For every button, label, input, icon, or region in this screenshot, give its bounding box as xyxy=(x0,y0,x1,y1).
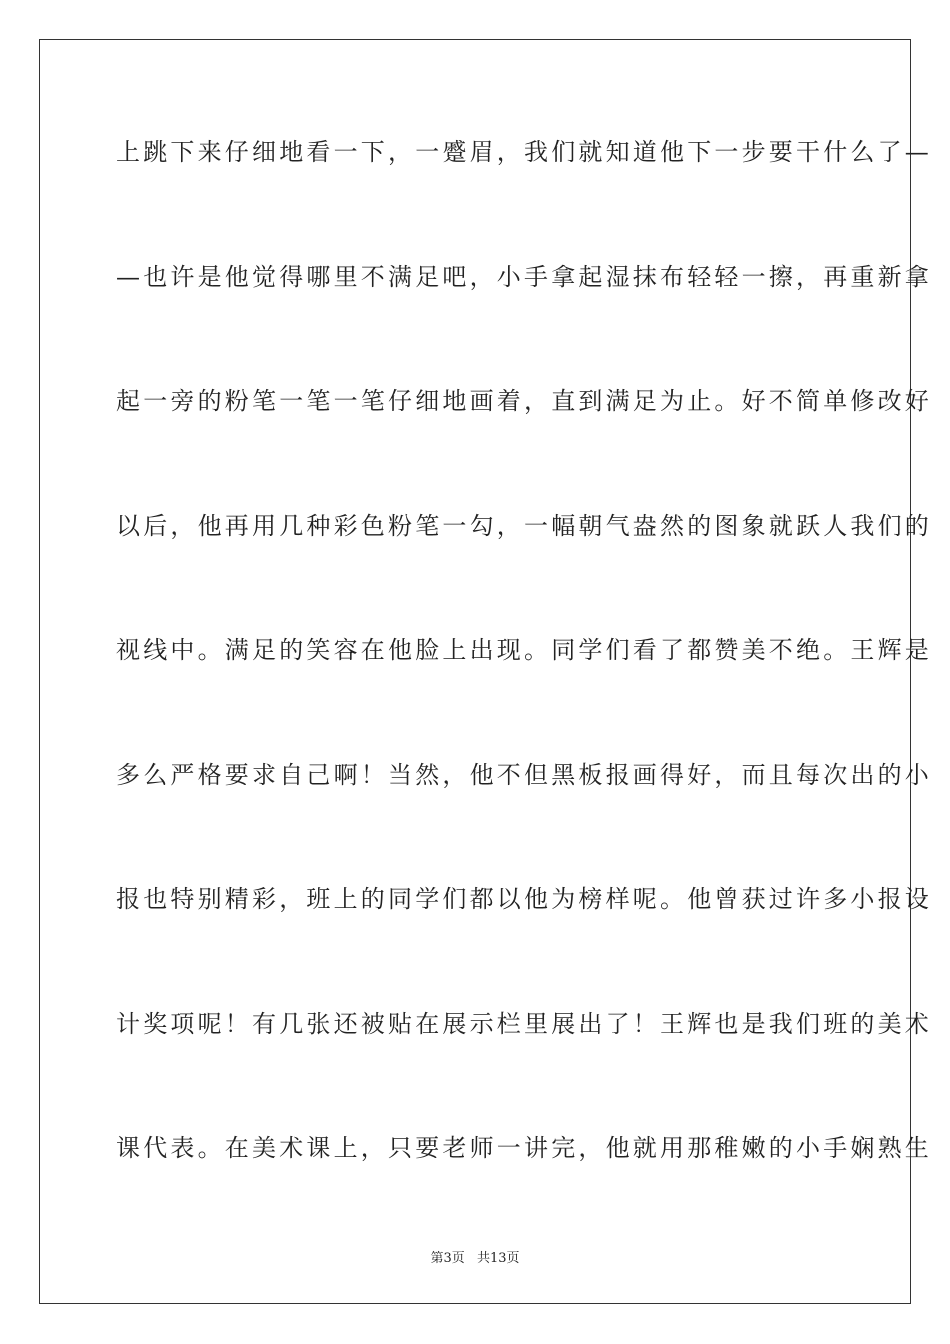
page-footer xyxy=(0,1247,950,1266)
text-line-2: —也许是他觉得哪里不满足吧，小手拿起湿抹布轻轻一擦，再重新拿 xyxy=(116,262,932,291)
page-number-total: 共13页 xyxy=(476,1251,520,1266)
page-number-current: 第3页 xyxy=(430,1251,465,1266)
text-line-5: 视线中。满足的笑容在他脸上出现。同学们看了都赞美不绝。王辉是 xyxy=(116,636,932,664)
text-line-4: 以后，他再用几种彩色粉笔一勾，一幅朝气盎然的图象就跃人我们的 xyxy=(116,511,932,540)
text-line-7: 报也特别精彩，班上的同学们都以他为榜样呢。他曾获过许多小报设 xyxy=(116,885,932,913)
text-line-6: 多么严格要求自己啊！当然，他不但黑板报画得好，而且每次出的小 xyxy=(116,760,932,789)
text-line-8: 计奖项呢！有几张还被贴在展示栏里展出了！王辉也是我们班的美术 xyxy=(116,1009,932,1038)
document-body xyxy=(116,132,932,1253)
text-line-3: 起一旁的粉笔一笔一笔仔细地画着，直到满足为止。好不简单修改好 xyxy=(116,387,932,415)
text-line-1: 上跳下来仔细地看一下，一蹙眉，我们就知道他下一步要干什么了— xyxy=(116,138,932,166)
text-line-9: 课代表。在美术课上，只要老师一讲完，他就用那稚嫩的小手娴熟生 xyxy=(116,1134,932,1162)
